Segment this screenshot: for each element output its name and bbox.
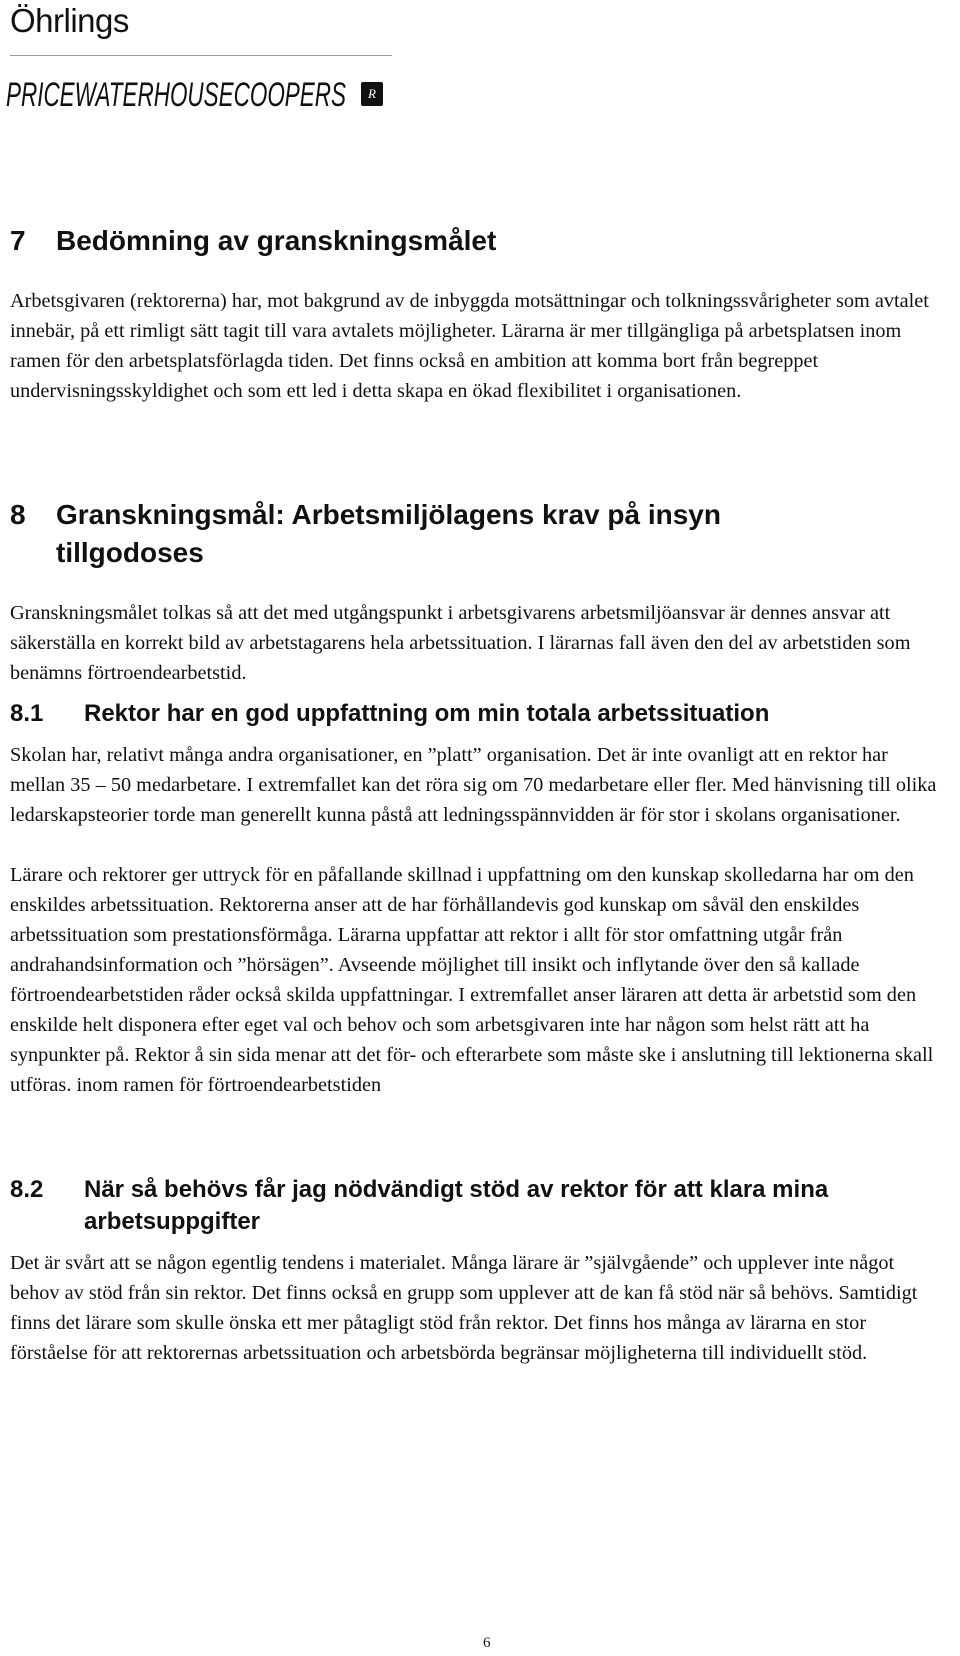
section-title: Granskningsmål: Arbetsmiljölagens krav på insyn tillgodoses <box>56 499 721 568</box>
subsection-number: 8.1 <box>10 700 44 727</box>
subsection-8-1-paragraph-1: Skolan har, relativt många andra organisationer, en ”platt” organisation. Det är inte ovanligt att en rektor har mellan 35 – 50 medarbetare. I extremfallet kan det röra sig om 70 medarbetare eller fler. Med hänvisning till olika ledarskapsteorier torde man generellt kunna påstå att ledningsspännvidden är för stor i skolans organisationer. <box>10 744 937 826</box>
logo-divider <box>10 55 392 56</box>
section-8-paragraph: Granskningsmålet tolkas så att det med utgångspunkt i arbetsgivarens arbetsmiljöansvar är dennes ansvar att säkerställa en korrekt bild av arbetstagarens hela arbetssituation. I lärarnas fall även den del av arbetstiden som benämns förtroendearbetstid. <box>10 602 911 684</box>
subsection-title: Rektor har en god uppfattning om min totala arbetssituation <box>84 700 770 727</box>
seal-icon: R <box>361 82 383 106</box>
page-number: 6 <box>483 1635 491 1651</box>
subsection-title: När så behövs får jag nödvändigt stöd av rektor för att klara mina arbetsuppgifter <box>84 1176 829 1235</box>
section-title: Bedömning av granskningsmålet <box>56 225 497 256</box>
brand-top-logo: Öhrlings <box>10 2 129 39</box>
subsection-8-1-paragraph-2: Lärare och rektorer ger uttryck för en påfallande skillnad i uppfattning om den kunskap skolledarna har om den enskildes arbetssituation. Rektorerna anser att de har förhållandevis god kunskap om såväl den enskildes arbetssituation som prestationsförmåga. Lärarna uppfattar att rektor i allt för stor omfattning utgår från andrahandsinformation och ”hörsägen”. Avseende möjlighet till insikt och inflytande över den så kallade förtroendearbetstiden råder också skilda uppfattningar. I extremfallet anser läraren att detta är arbetstid som den enskilde helt disponera efter eget val och behov och som arbetsgivaren inte har någon som helst rätt att ha synpunkter på. Rektor å sin sida menar att det för- och efterarbete som måste ske i anslutning till lektionerna skall utföras. inom ramen för förtroendearbetstiden <box>10 864 934 1096</box>
subsection-number: 8.2 <box>10 1176 44 1203</box>
subsection-8-1-heading <box>10 698 940 730</box>
section-7-heading <box>10 222 940 260</box>
section-number: 7 <box>10 225 26 256</box>
section-7-paragraph: Arbetsgivaren (rektorerna) har, mot bakgrund av de inbyggda motsättningar och tolkningssvårigheter som avtalet innebär, på ett rimligt sätt tagit till vara avtalets möjligheter. Lärarna är mer tillgängliga på arbetsplatsen inom ramen för den arbetsplatsförlagda tiden. Det finns också en ambition att komma bort från begreppet undervisningsskyldighet och som ett led i detta skapa en ökad flexibilitet i organisationen. <box>10 290 929 402</box>
brand-wordmark <box>6 68 351 116</box>
brand-wordmark-text: PRICEWATERHOUSECOOPERS <box>6 76 347 114</box>
subsection-8-2-paragraph: Det är svårt att se någon egentlig tendens i materialet. Många lärare är ”självgående” och upplever inte något behov av stöd från sin rektor. Det finns också en grupp som upplever att de kan få stöd när så behövs. Samtidigt finns det lärare som skulle önska ett mer påtagligt stöd från rektor. Det finns hos många av lärarna en stor förståelse för att rektorernas arbetssituation och arbetsbörda begränsar möjligheterna till individuellt stöd. <box>10 1252 918 1364</box>
subsection-8-2-heading <box>10 1174 940 1238</box>
section-number: 8 <box>10 499 26 530</box>
brand-main-logo <box>6 68 383 116</box>
section-8-heading <box>10 496 870 572</box>
